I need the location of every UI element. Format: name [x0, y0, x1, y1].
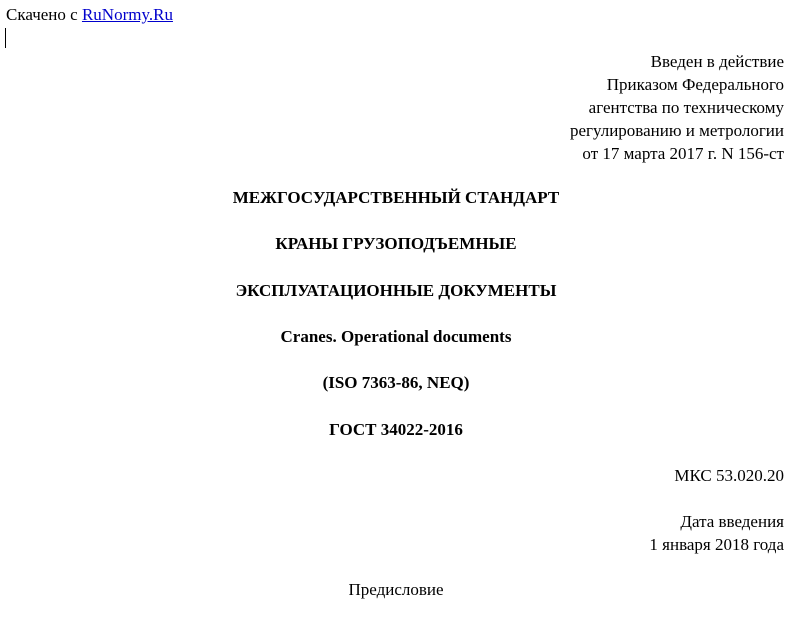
iso-reference-heading [0, 372, 792, 394]
approval-line: агентства по техническому [588, 98, 784, 117]
iso-reference-text: (ISO 7363-86, NEQ) [322, 373, 470, 392]
mks-code: МКС 53.020.20 [674, 466, 784, 485]
foreword-heading: Предисловие [348, 580, 444, 599]
designation-heading [0, 419, 792, 441]
introduction-date-value: 1 января 2018 года [649, 535, 784, 554]
text-cursor [5, 28, 6, 48]
subject-text: КРАНЫ ГРУЗОПОДЪЕМНЫЕ [275, 234, 517, 253]
subject-heading [0, 233, 792, 255]
introduction-date-block [649, 510, 784, 556]
subtitle-text: ЭКСПЛУАТАЦИОННЫЕ ДОКУМЕНТЫ [235, 281, 557, 300]
designation-text: ГОСТ 34022-2016 [329, 420, 463, 439]
standard-type-text: МЕЖГОСУДАРСТВЕННЫЙ СТАНДАРТ [232, 188, 560, 207]
english-title-heading [0, 326, 792, 348]
approval-block [570, 50, 784, 165]
english-title-text: Cranes. Operational documents [280, 327, 512, 346]
approval-line: Приказом Федерального [606, 75, 784, 94]
source-prefix: Скачено с [6, 5, 78, 24]
source-link[interactable]: RuNormy.Ru [81, 5, 173, 24]
approval-line: регулированию и метрологии [569, 121, 784, 140]
source-line [6, 4, 173, 26]
approval-line: Введен в действие [650, 52, 784, 71]
approval-line: от 17 марта 2017 г. N 156-ст [582, 144, 784, 163]
subtitle-heading [0, 280, 792, 302]
standard-type-heading [0, 187, 792, 209]
introduction-date-label: Дата введения [680, 512, 784, 531]
